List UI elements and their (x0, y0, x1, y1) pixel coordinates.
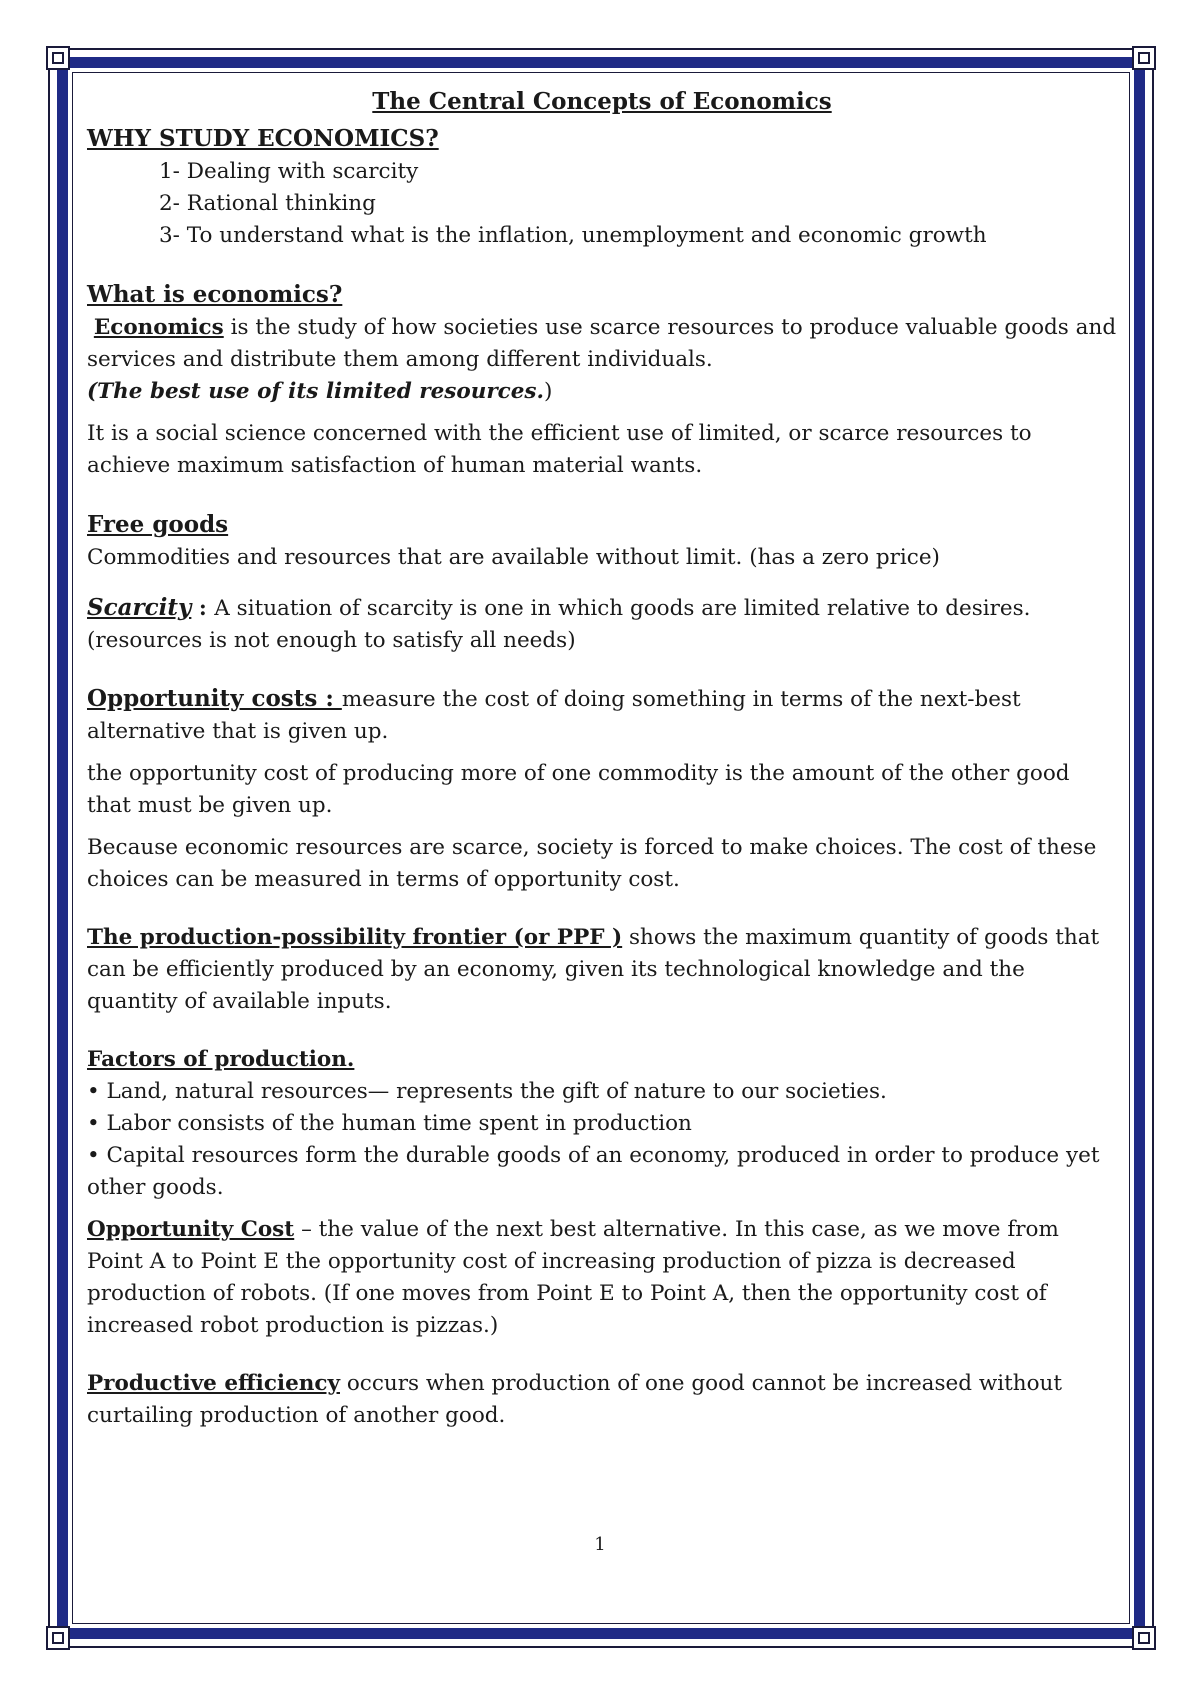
page-number: 1 (594, 1534, 606, 1555)
page-title: The Central Concepts of Economics (372, 88, 832, 115)
free-goods-text: Commodities and resources that are available without limit. (has a zero price) (87, 545, 940, 570)
list-item: • Labor consists of the human time spent in production (87, 1111, 692, 1136)
heading-factors-of-production: Factors of production. (87, 1047, 355, 1072)
term-productive-efficiency: Productive efficiency (87, 1371, 340, 1396)
opportunity-cost-p2: the opportunity cost of producing more of one commodity is the amount of the other good that must be given up. (87, 761, 1070, 818)
list-item: 2- Rational thinking (159, 191, 376, 216)
opportunity-cost-example: Opportunity Cost – the value of the next best alternative. In this case, as we move from Point A to Point E the opportunity cost of increasing production of pizza is decreased production of robots. (If one moves from Point E to Point A, then the opportunity cost of increased robot production is pizzas.) (87, 1217, 1059, 1338)
economics-definition: Economics is the study of how societies use scarce resources to produce valuable goods and services and distribute them among different individuals. (87, 315, 1117, 372)
border-corner-ornament (1132, 46, 1156, 70)
document-body (87, 84, 1117, 1432)
scarcity-paragraph: Scarcity : A situation of scarcity is one in which goods are limited relative to desires. (resources is not enough to satisfy all needs) (87, 594, 1031, 653)
ppf-paragraph: The production-possibility frontier (or PPF ) shows the maximum quantity of goods that can be efficiently produced by an economy, given its technological knowledge and the quantity of available inputs. (87, 925, 1100, 1014)
best-use-note: (The best use of its limited resources.) (87, 379, 553, 404)
heading-why-study: WHY STUDY ECONOMICS? (87, 125, 439, 152)
heading-free-goods: Free goods (87, 511, 229, 538)
term-economics: Economics (93, 315, 224, 340)
why-list (87, 156, 1117, 252)
term-ppf: The production-possibility frontier (or PPF ) (87, 925, 623, 950)
opportunity-costs-paragraph: Opportunity costs : measure the cost of doing something in terms of the next-best alternative that is given up. (87, 685, 1021, 744)
border-corner-ornament (1132, 1626, 1156, 1650)
productive-efficiency-paragraph: Productive efficiency occurs when production of one good cannot be increased without curtailing production of another good. (87, 1371, 1063, 1428)
social-science-paragraph: It is a social science concerned with the efficient use of limited, or scarce resources to achieve maximum satisfaction of human material wants. (87, 421, 1032, 478)
list-item: 1- Dealing with scarcity (159, 159, 419, 184)
list-item: • Land, natural resources— represents the gift of nature to our societies. (87, 1079, 887, 1104)
opportunity-cost-p3: Because economic resources are scarce, society is forced to make choices. The cost of these choices can be measured in terms of opportunity cost. (87, 835, 1097, 892)
list-item: • Capital resources form the durable goods of an economy, produced in order to produce yet other goods. (87, 1143, 1100, 1200)
border-corner-ornament (46, 46, 70, 70)
term-opportunity-cost: Opportunity Cost (87, 1217, 295, 1242)
list-item: 3- To understand what is the inflation, unemployment and economic growth (159, 223, 987, 248)
border-corner-ornament (46, 1626, 70, 1650)
term-opportunity-costs: Opportunity costs : (87, 685, 342, 712)
heading-what-is-economics: What is economics? (87, 281, 343, 308)
term-scarcity: Scarcity (87, 594, 192, 621)
